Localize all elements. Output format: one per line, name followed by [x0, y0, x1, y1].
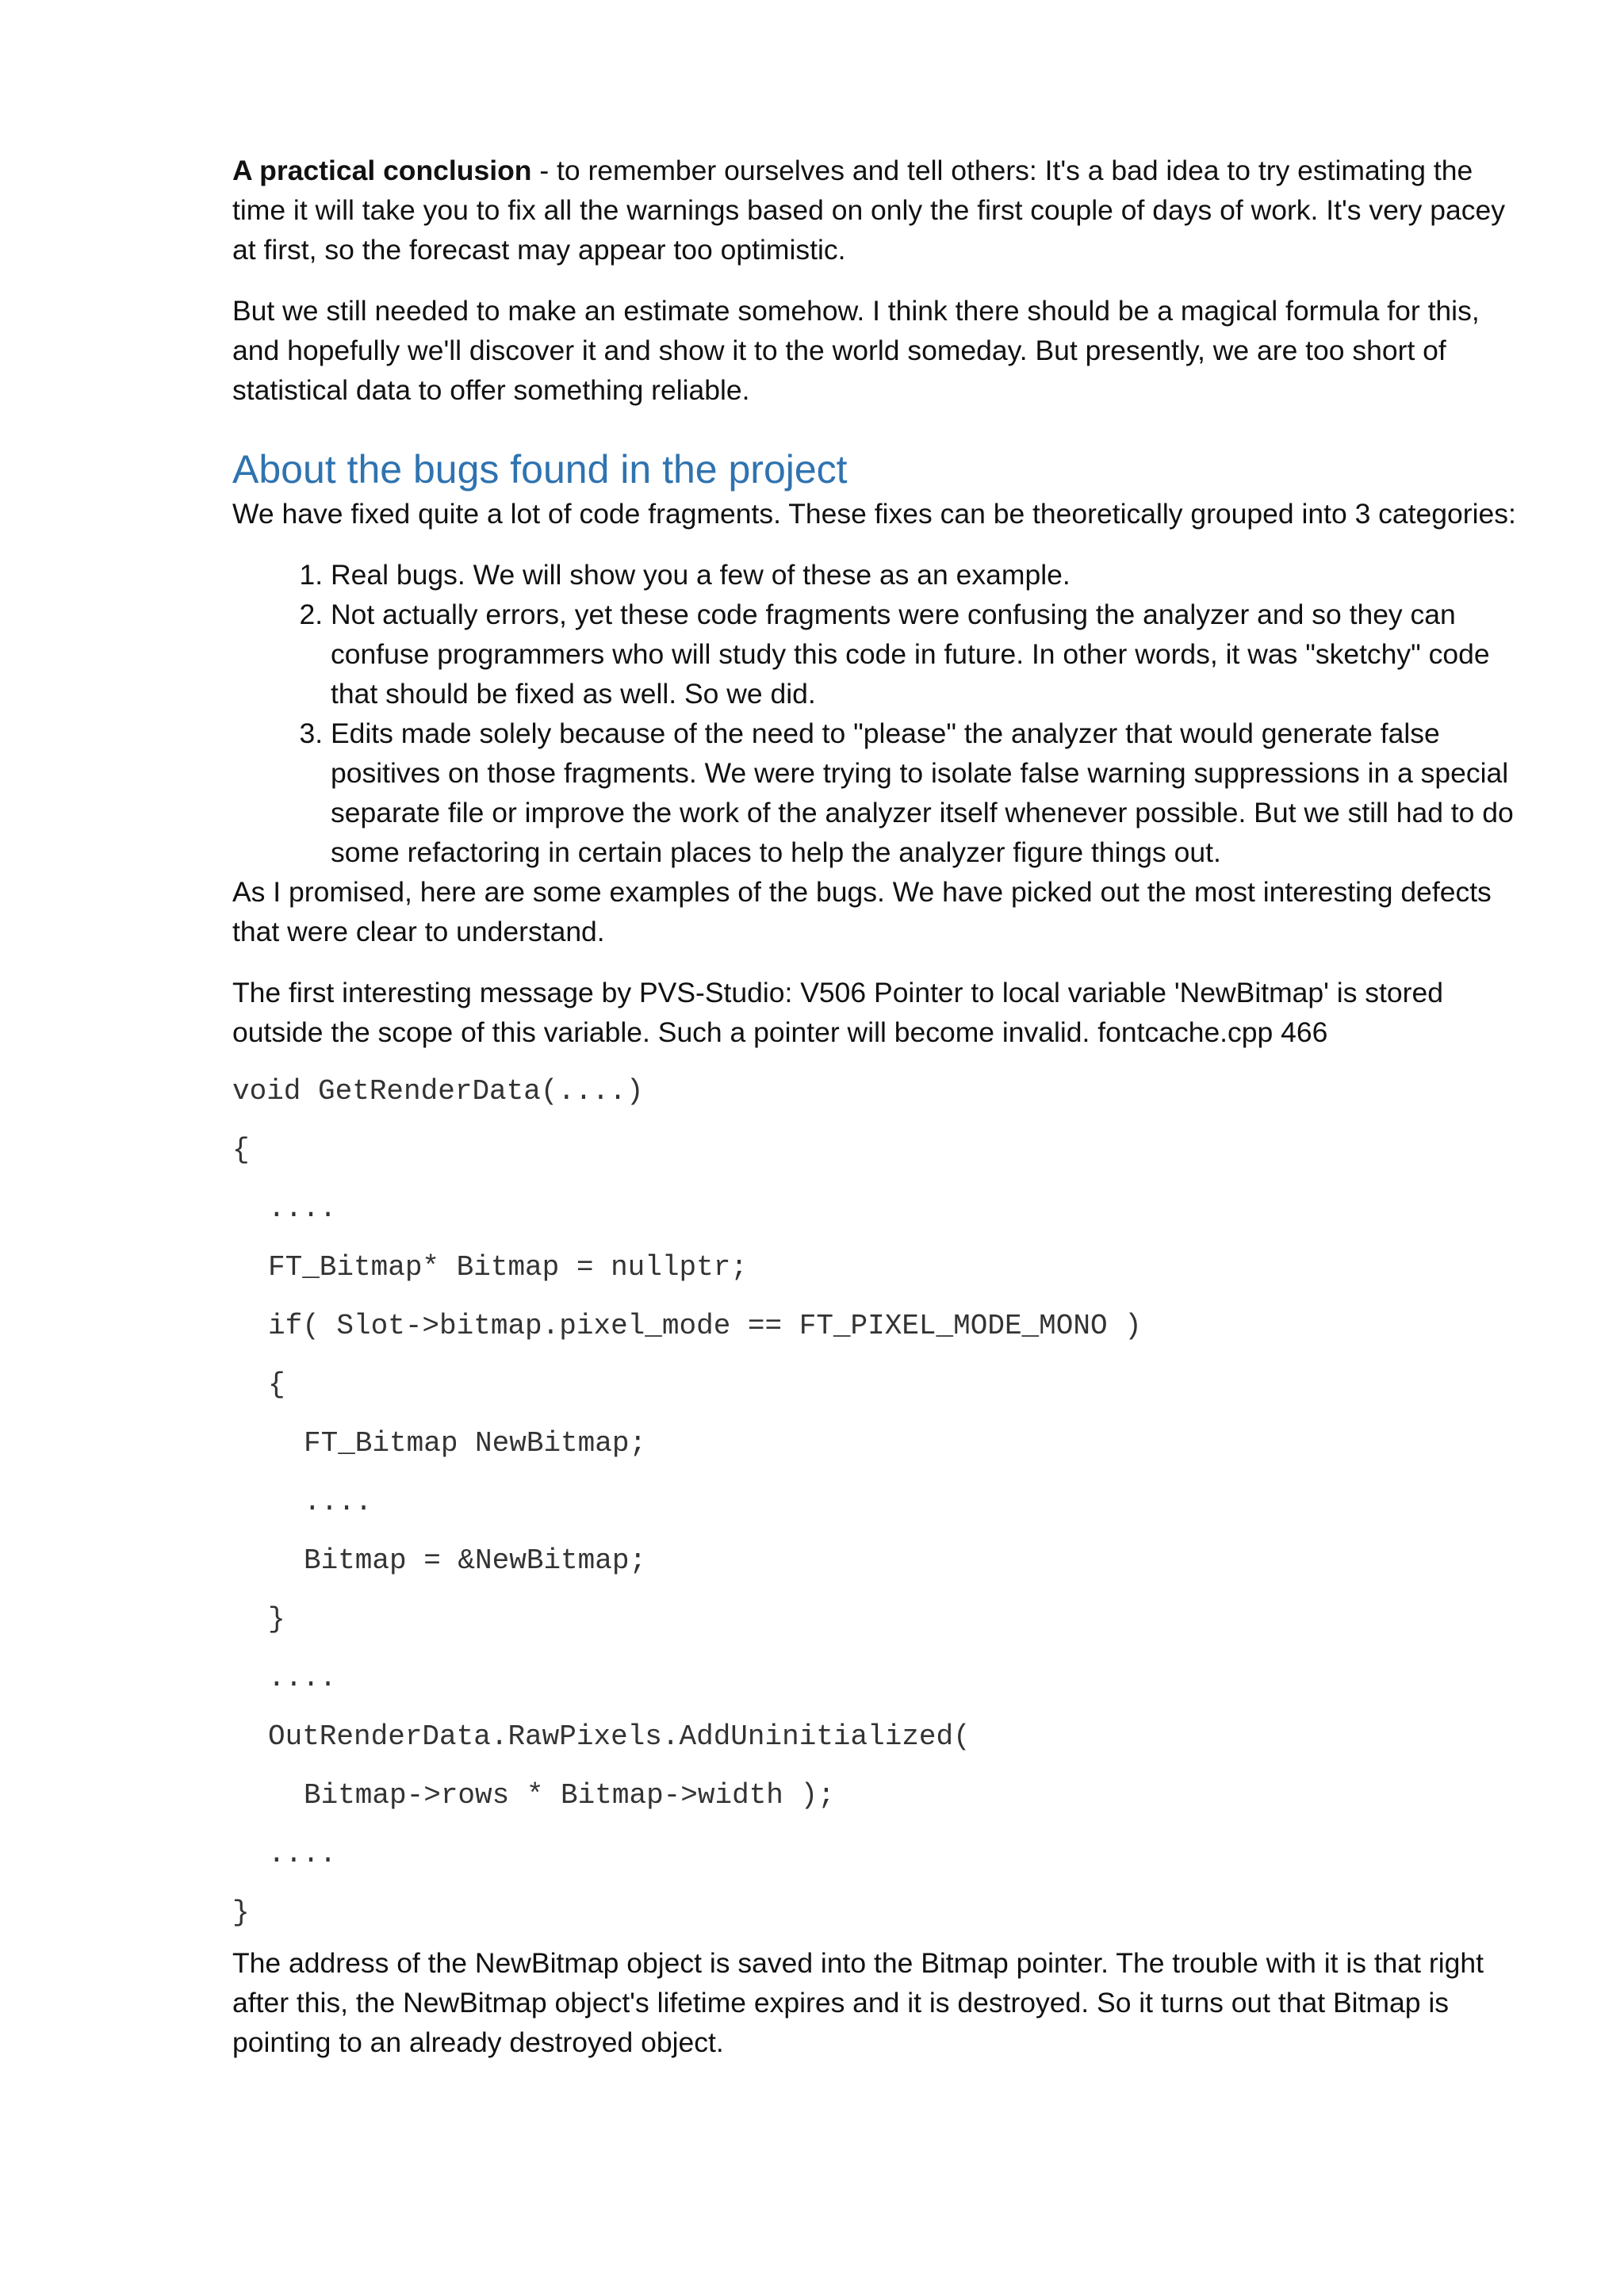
- code-line: if( Slot->bitmap.pixel_mode == FT_PIXEL_MODE_MONO ): [268, 1310, 1142, 1342]
- code-line: ....: [304, 1486, 373, 1518]
- code-line: FT_Bitmap* Bitmap = nullptr;: [268, 1251, 748, 1284]
- intro-paragraph-2: But we still needed to make an estimate somehow. I think there should be a magical formula for this, and hopefully we'll discover it and show it to the world someday. But presently, we are too short of statistical data to offer something reliable.: [232, 295, 1480, 406]
- code-line: }: [232, 1896, 250, 1929]
- category-item: 3. Edits made solely because of the need to "please" the analyzer that would generate false positives on those fragments. We were trying to isolate false warning suppressions in a special separate file or improve the work of the analyzer itself whenever possible. But we still had to do some refactoring in certain places to help the analyzer figure things out.: [331, 714, 1517, 872]
- code-line: {: [232, 1134, 250, 1166]
- explanation-paragraph: The address of the NewBitmap object is saved into the Bitmap pointer. The trouble with it is that right after this, the NewBitmap object's lifetime expires and it is destroyed. So it turns out that Bitmap is pointing to an already destroyed object.: [232, 1947, 1484, 2058]
- intro-paragraph-1-text: - to remember ourselves and tell others: It's a bad idea to try estimating the time it will take you to fix all the warnings based on only the first couple of days of work. It's very pacey at first, so the forecast may appear too optimistic.: [232, 155, 1506, 266]
- after-list-paragraph: As I promised, here are some examples of the bugs. We have picked out the most interesting defects that were clear to understand.: [232, 876, 1492, 947]
- code-line: Bitmap->rows * Bitmap->width );: [304, 1779, 835, 1812]
- category-list: [232, 555, 1517, 872]
- category-item: 1. Real bugs. We will show you a few of these as an example.: [331, 555, 1517, 595]
- intro-paragraph-1: [232, 151, 1517, 270]
- code-block: [232, 1076, 1517, 1943]
- code-line: }: [268, 1603, 285, 1636]
- code-line: void GetRenderData(....): [232, 1075, 644, 1108]
- code-line: OutRenderData.RawPixels.AddUninitialized(: [268, 1720, 971, 1753]
- first-message-paragraph: The first interesting message by PVS-Studio: V506 Pointer to local variable 'NewBitmap' is stored outside the scope of this variable. Such a pointer will become invalid. fontcache.cpp 466: [232, 977, 1443, 1048]
- code-line: FT_Bitmap NewBitmap;: [304, 1427, 647, 1460]
- code-line: ....: [268, 1838, 337, 1870]
- bold-lead: A practical conclusion: [232, 155, 532, 186]
- code-line: ....: [268, 1662, 337, 1694]
- section-heading: About the bugs found in the project: [232, 447, 848, 492]
- code-line: {: [268, 1368, 285, 1401]
- document-page: [232, 151, 1517, 2062]
- section-lead: We have fixed quite a lot of code fragments. These fixes can be theoretically grouped into 3 categories:: [232, 498, 1516, 530]
- code-line: ....: [268, 1192, 337, 1225]
- category-item: 2. Not actually errors, yet these code fragments were confusing the analyzer and so they can confuse programmers who will study this code in future. In other words, it was "sketchy" code that should be fixed as well. So we did.: [331, 595, 1517, 714]
- code-line: Bitmap = &NewBitmap;: [304, 1544, 647, 1577]
